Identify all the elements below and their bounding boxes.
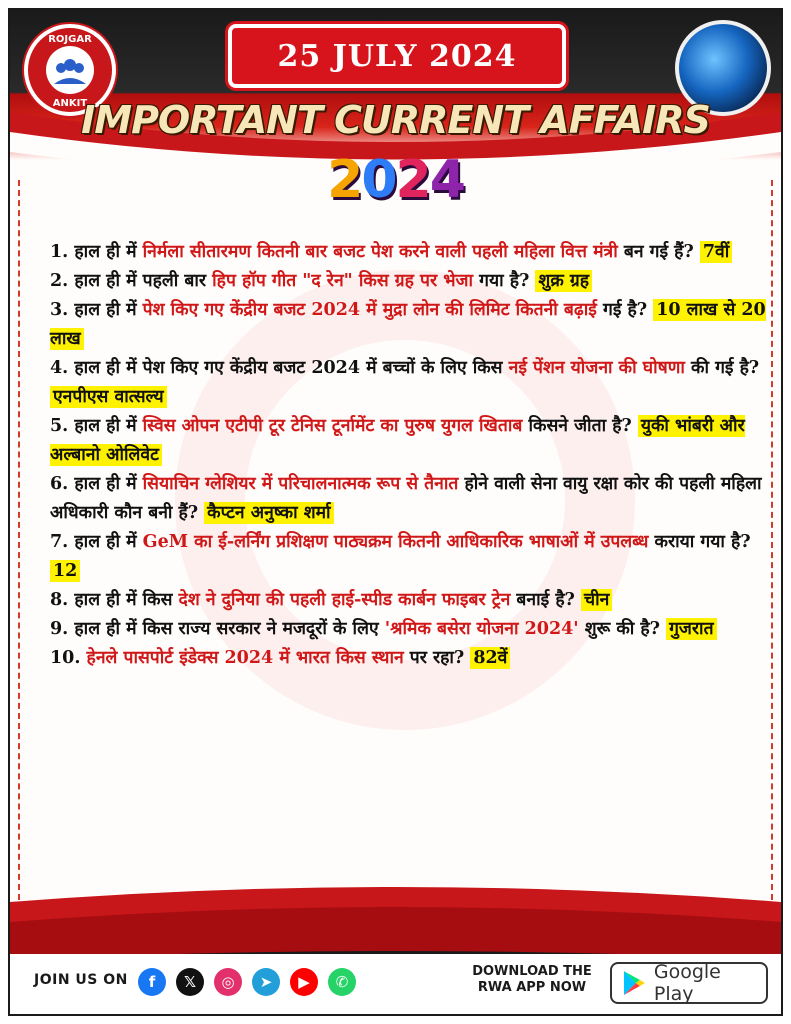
google-play-label: Google Play (653, 961, 721, 1005)
question-item (50, 238, 768, 267)
question-highlight: 'श्रमिक बसेरा योजना 2024' (384, 619, 579, 639)
question-number: 8. (50, 590, 69, 610)
question-text: हाल ही में पेश किए गए केंद्रीय बजट 2024 में बच्चों के लिए किस (74, 358, 509, 378)
svg-text:ROJGAR: ROJGAR (48, 34, 92, 45)
question-text: हाल ही में किस राज्य सरकार ने मजदूरों के लिए (74, 619, 385, 639)
answer-highlight: गुजरात (666, 618, 717, 640)
download-app-text (462, 964, 602, 996)
question-number: 7. (50, 532, 69, 552)
youtube-icon[interactable]: ▶ (290, 968, 318, 996)
question-text: होने वाली सेना वायु रक्षा कोर की पहली महिला अधिकारी कौन बनी हैं? (50, 474, 762, 523)
question-text: बन गई हैं? (617, 242, 700, 262)
question-text: हाल ही में किस (74, 590, 179, 610)
question-item (50, 586, 768, 615)
right-dashed-border (771, 180, 773, 900)
question-text: हाल ही में पहली बार (74, 271, 213, 291)
question-number: 6. (50, 474, 69, 494)
question-item (50, 354, 768, 412)
question-item (50, 644, 768, 673)
question-text: की गई है? (684, 358, 760, 378)
question-list (50, 238, 768, 673)
question-number: 2. (50, 271, 69, 291)
question-text: किसने जीता है? (522, 416, 638, 436)
year-digit: 4 (429, 150, 464, 210)
question-text: हाल ही में (74, 474, 143, 494)
question-highlight: नई पेंशन योजना की घोषणा (508, 358, 685, 378)
question-text: बनाई है? (510, 590, 581, 610)
join-us-label: JOIN US ON (34, 972, 128, 988)
question-item (50, 412, 768, 470)
instagram-icon[interactable]: ◎ (214, 968, 242, 996)
question-text: हाल ही में (74, 300, 143, 320)
year-digit: 2 (327, 150, 362, 210)
footer-bar (10, 954, 781, 1014)
answer-highlight: 10 लाख से 20 लाख (50, 300, 766, 349)
telegram-icon[interactable]: ➤ (252, 968, 280, 996)
question-highlight: स्विस ओपन एटीपी टूर टेनिस टूर्नामेंट का पुरुष युगल खिताब (142, 416, 523, 436)
google-play-icon (622, 970, 646, 996)
question-text: गया है? (473, 271, 536, 291)
question-number: 1. (50, 242, 69, 262)
answer-highlight: कैप्टन अनुष्का शर्मा (204, 502, 333, 524)
date-banner (228, 24, 566, 88)
date-text: 25 JULY 2024 (277, 38, 517, 74)
year-title (10, 150, 781, 210)
question-number: 4. (50, 358, 69, 378)
answer-highlight: एनपीएस वात्सल्य (50, 386, 167, 408)
question-number: 5. (50, 416, 69, 436)
answer-highlight: 12 (50, 560, 80, 582)
question-number: 9. (50, 619, 69, 639)
question-item (50, 528, 768, 586)
headline-title: IMPORTANT CURRENT AFFAIRS (81, 98, 710, 142)
question-highlight: हेनले पासपोर्ट इंडेक्स 2024 में भारत किस स्थान (86, 648, 404, 668)
question-highlight: देश ने दुनिया की पहली हाई-स्पीड कार्बन फाइबर ट्रेन (178, 590, 511, 610)
download-line-1: DOWNLOAD THE (472, 964, 592, 979)
question-text: पर रहा? (403, 648, 471, 668)
current-affairs-poster (8, 8, 783, 1016)
question-item (50, 615, 768, 644)
question-highlight: सियाचिन ग्लेशियर में परिचालनात्मक रूप से तैनात (142, 474, 459, 494)
x-icon[interactable]: 𝕏 (176, 968, 204, 996)
question-text: हाल ही में (74, 242, 143, 262)
question-text: हाल ही में (74, 416, 143, 436)
question-number: 3. (50, 300, 69, 320)
left-dashed-border (18, 180, 20, 900)
download-line-2: RWA APP NOW (477, 980, 587, 995)
question-item (50, 296, 768, 354)
question-text: शुरू की है? (578, 619, 667, 639)
answer-highlight: शुक्र ग्रह (535, 270, 592, 292)
question-highlight: हिप हॉप गीत "द रेन" किस ग्रह पर भेजा (212, 271, 474, 291)
question-number: 10. (50, 648, 81, 668)
answer-highlight: 82वें (470, 647, 510, 669)
facebook-icon[interactable]: f (138, 968, 166, 996)
svg-text:ANKIT: ANKIT (52, 98, 88, 109)
answer-highlight: 7वीं (700, 241, 732, 263)
question-highlight: पेश किए गए केंद्रीय बजट 2024 में मुद्रा लोन की लिमिट कितनी बढ़ाई (142, 300, 597, 320)
question-highlight: निर्मला सीतारमण कितनी बार बजट पेश करने वाली पहली महिला वित्त मंत्री (142, 242, 618, 262)
year-digit: 0 (361, 150, 396, 210)
question-item (50, 470, 768, 528)
question-text: गई है? (596, 300, 654, 320)
question-highlight: GeM का ई-लर्निंग प्रशिक्षण पाठ्यक्रम कितनी आधिकारिक भाषाओं में उपलब्ध (142, 532, 649, 552)
question-item (50, 267, 768, 296)
answer-highlight: चीन (581, 589, 612, 611)
answer-highlight: युकी भांबरी और अल्बानो ओलिवेट (50, 416, 745, 465)
question-text: कराया गया है? (648, 532, 751, 552)
whatsapp-icon[interactable]: ✆ (328, 968, 356, 996)
question-text: हाल ही में (74, 532, 143, 552)
year-digit: 2 (395, 150, 430, 210)
google-play-button[interactable] (610, 962, 768, 1004)
